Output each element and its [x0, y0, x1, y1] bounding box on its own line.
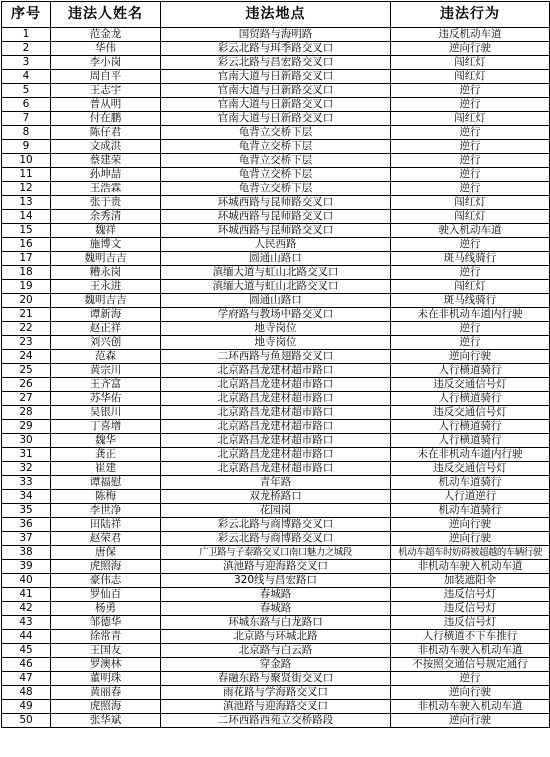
cell-violator-name: 赵正祥	[51, 322, 161, 336]
cell-violator-name: 魏华	[51, 434, 161, 448]
cell-violation-location: 二环西路与鱼翅路交叉口	[161, 350, 391, 364]
cell-violation-behavior: 逆行	[391, 154, 550, 168]
cell-violation-location: 320线与昌宏路口	[161, 574, 391, 588]
cell-serial-number: 37	[2, 532, 51, 546]
cell-violation-location: 官南大道与日新路交叉口	[161, 112, 391, 126]
cell-serial-number: 15	[2, 224, 51, 238]
cell-violator-name: 华伟	[51, 42, 161, 56]
cell-serial-number: 44	[2, 630, 51, 644]
cell-serial-number: 30	[2, 434, 51, 448]
cell-violator-name: 王齐富	[51, 378, 161, 392]
cell-serial-number: 7	[2, 112, 51, 126]
cell-violation-location: 龟背立交桥下层	[161, 140, 391, 154]
cell-violator-name: 罗澳林	[51, 658, 161, 672]
cell-violation-location: 北京路与白云路	[161, 644, 391, 658]
cell-violator-name: 糟永岗	[51, 266, 161, 280]
cell-violator-name: 豪伟志	[51, 574, 161, 588]
cell-violator-name: 范森	[51, 350, 161, 364]
table-row	[2, 434, 550, 448]
cell-serial-number: 8	[2, 126, 51, 140]
cell-violator-name: 刘兴创	[51, 336, 161, 350]
cell-violation-behavior: 人行道逆行	[391, 490, 550, 504]
cell-violation-behavior: 逆向行驶	[391, 518, 550, 532]
cell-violation-location: 二环西路西苑立交桥路段	[161, 714, 391, 728]
cell-violation-location: 龟背立交桥下层	[161, 126, 391, 140]
cell-violator-name: 周自平	[51, 70, 161, 84]
table-row	[2, 714, 550, 728]
cell-violation-location: 人民西路	[161, 238, 391, 252]
cell-violator-name: 李世净	[51, 504, 161, 518]
table-row	[2, 420, 550, 434]
cell-serial-number: 17	[2, 252, 51, 266]
table-row	[2, 322, 550, 336]
table-row	[2, 210, 550, 224]
cell-violation-location: 青年路	[161, 476, 391, 490]
cell-violation-behavior: 闯红灯	[391, 56, 550, 70]
cell-serial-number: 35	[2, 504, 51, 518]
cell-violation-behavior: 逆行	[391, 84, 550, 98]
table-row	[2, 308, 550, 322]
cell-violation-location: 北京路昌龙建材超市路口	[161, 406, 391, 420]
cell-serial-number: 32	[2, 462, 51, 476]
cell-violator-name: 谭福慰	[51, 476, 161, 490]
table-row	[2, 294, 550, 308]
cell-violator-name: 陈仔君	[51, 126, 161, 140]
cell-violation-location: 彩云北路与商博路交叉口	[161, 518, 391, 532]
cell-serial-number: 34	[2, 490, 51, 504]
cell-serial-number: 5	[2, 84, 51, 98]
cell-violation-behavior: 斑马线骑行	[391, 252, 550, 266]
cell-serial-number: 36	[2, 518, 51, 532]
table-header-row	[2, 2, 550, 28]
cell-violation-location: 学府路与教场中路交叉口	[161, 308, 391, 322]
table-row	[2, 448, 550, 462]
cell-violation-behavior: 逆行	[391, 98, 550, 112]
cell-violation-location: 地寺岗位	[161, 322, 391, 336]
cell-violation-location: 春城路	[161, 588, 391, 602]
cell-violation-location: 环城西路与昆师路交叉口	[161, 224, 391, 238]
cell-violation-behavior: 人行横道骑行	[391, 364, 550, 378]
cell-violation-behavior: 人行横道不下车推行	[391, 630, 550, 644]
table-row	[2, 336, 550, 350]
cell-serial-number: 40	[2, 574, 51, 588]
cell-violation-behavior: 逆向行驶	[391, 42, 550, 56]
cell-violation-behavior: 逆行	[391, 126, 550, 140]
cell-violator-name: 虎照海	[51, 560, 161, 574]
cell-violation-behavior: 违反信号灯	[391, 616, 550, 630]
cell-violation-location: 彩云北路与昌宏路交叉口	[161, 56, 391, 70]
table-row	[2, 518, 550, 532]
cell-violation-behavior: 机动车道骑行	[391, 476, 550, 490]
table-row	[2, 28, 550, 42]
cell-serial-number: 38	[2, 546, 51, 560]
table-row	[2, 462, 550, 476]
cell-violation-location: 广卫路与子泰路交叉口南口魅力之城段	[161, 546, 391, 560]
cell-violator-name: 唐保	[51, 546, 161, 560]
cell-serial-number: 20	[2, 294, 51, 308]
cell-violation-behavior: 逆行	[391, 182, 550, 196]
cell-violator-name: 魏明吉吉	[51, 252, 161, 266]
cell-violation-behavior: 人行横道骑行	[391, 434, 550, 448]
cell-violation-behavior: 违反机动车道	[391, 28, 550, 42]
table-row	[2, 280, 550, 294]
table-row	[2, 168, 550, 182]
cell-violation-behavior: 机动车超车时妨碍被超越的车辆行驶	[391, 546, 550, 560]
table-row	[2, 686, 550, 700]
cell-violator-name: 余秀清	[51, 210, 161, 224]
cell-violator-name: 陈梅	[51, 490, 161, 504]
cell-violation-behavior: 违反信号灯	[391, 588, 550, 602]
table-row	[2, 644, 550, 658]
cell-serial-number: 26	[2, 378, 51, 392]
cell-serial-number: 33	[2, 476, 51, 490]
cell-serial-number: 19	[2, 280, 51, 294]
cell-violation-behavior: 机动车道骑行	[391, 504, 550, 518]
cell-violation-behavior: 非机动车驶入机动车道	[391, 700, 550, 714]
cell-violator-name: 普从明	[51, 98, 161, 112]
cell-violation-location: 北京路昌龙建材超市路口	[161, 392, 391, 406]
cell-serial-number: 1	[2, 28, 51, 42]
cell-violation-location: 官南大道与日新路交叉口	[161, 98, 391, 112]
table-row	[2, 196, 550, 210]
cell-violation-behavior: 逆向行驶	[391, 532, 550, 546]
cell-violation-behavior: 闯红灯	[391, 70, 550, 84]
cell-violation-behavior: 闯红灯	[391, 280, 550, 294]
cell-violation-location: 春融东路与聚贤街交叉口	[161, 672, 391, 686]
cell-serial-number: 23	[2, 336, 51, 350]
cell-violation-behavior: 违反交通信号灯	[391, 406, 550, 420]
cell-serial-number: 42	[2, 602, 51, 616]
table-row	[2, 182, 550, 196]
cell-violation-location: 雨花路与学海路交叉口	[161, 686, 391, 700]
header-violation-location: 违法地点	[161, 2, 391, 28]
table-row	[2, 70, 550, 84]
cell-violation-behavior: 逆行	[391, 140, 550, 154]
table-row	[2, 602, 550, 616]
cell-violation-behavior: 逆向行驶	[391, 686, 550, 700]
cell-violator-name: 张于贵	[51, 196, 161, 210]
cell-violation-location: 双龙桥路口	[161, 490, 391, 504]
table-row	[2, 238, 550, 252]
cell-violation-location: 圆通山路口	[161, 252, 391, 266]
table-row	[2, 546, 550, 560]
cell-violation-location: 地寺岗位	[161, 336, 391, 350]
cell-violation-behavior: 斑马线骑行	[391, 294, 550, 308]
table-row	[2, 378, 550, 392]
table-row	[2, 154, 550, 168]
table-row	[2, 84, 550, 98]
cell-violator-name: 孙坤喆	[51, 168, 161, 182]
cell-violation-behavior: 逆向行驶	[391, 714, 550, 728]
cell-serial-number: 46	[2, 658, 51, 672]
cell-violation-behavior: 非机动车驶入机动车道	[391, 560, 550, 574]
cell-violator-name: 范金龙	[51, 28, 161, 42]
cell-violation-location: 穿金路	[161, 658, 391, 672]
cell-serial-number: 3	[2, 56, 51, 70]
cell-violation-location: 环城西路与昆师路交叉口	[161, 210, 391, 224]
cell-serial-number: 9	[2, 140, 51, 154]
cell-serial-number: 10	[2, 154, 51, 168]
cell-violation-behavior: 人行横道骑行	[391, 420, 550, 434]
header-violator-name: 违法人姓名	[51, 2, 161, 28]
table-row	[2, 700, 550, 714]
cell-violation-behavior: 驶入机动车道	[391, 224, 550, 238]
cell-violation-location: 北京路昌龙建材超市路口	[161, 364, 391, 378]
cell-violator-name: 田陆祥	[51, 518, 161, 532]
cell-violation-behavior: 未在非机动车道内行驶	[391, 308, 550, 322]
cell-violation-location: 国贸路与海明路	[161, 28, 391, 42]
cell-serial-number: 16	[2, 238, 51, 252]
table-row	[2, 672, 550, 686]
cell-serial-number: 39	[2, 560, 51, 574]
cell-violation-behavior: 逆行	[391, 266, 550, 280]
cell-serial-number: 14	[2, 210, 51, 224]
cell-violator-name: 谭新海	[51, 308, 161, 322]
table-row	[2, 392, 550, 406]
cell-violator-name: 苏华佑	[51, 392, 161, 406]
cell-violation-behavior: 逆行	[391, 238, 550, 252]
cell-violation-location: 官南大道与日新路交叉口	[161, 84, 391, 98]
table-row	[2, 224, 550, 238]
table-row	[2, 350, 550, 364]
table-row	[2, 98, 550, 112]
cell-violator-name: 蔡建荣	[51, 154, 161, 168]
cell-violation-location: 北京路昌龙建材超市路口	[161, 462, 391, 476]
cell-violation-location: 彩云北路与商博路交叉口	[161, 532, 391, 546]
table-row	[2, 266, 550, 280]
cell-violation-location: 春城路	[161, 602, 391, 616]
cell-violation-behavior: 加装遮阳伞	[391, 574, 550, 588]
violations-table	[1, 1, 550, 728]
cell-violation-location: 北京路昌龙建材超市路口	[161, 448, 391, 462]
cell-violation-location: 花园岗	[161, 504, 391, 518]
cell-violator-name: 王浩霖	[51, 182, 161, 196]
cell-violation-behavior: 逆行	[391, 336, 550, 350]
table-row	[2, 364, 550, 378]
cell-violator-name: 王国友	[51, 644, 161, 658]
cell-serial-number: 50	[2, 714, 51, 728]
cell-violation-location: 彩云北路与珥季路交叉口	[161, 42, 391, 56]
cell-violation-behavior: 违反交通信号灯	[391, 378, 550, 392]
table-row	[2, 630, 550, 644]
cell-violation-behavior: 逆行	[391, 168, 550, 182]
table-row	[2, 504, 550, 518]
cell-serial-number: 18	[2, 266, 51, 280]
table-row	[2, 406, 550, 420]
table-row	[2, 112, 550, 126]
cell-violation-location: 北京路昌龙建材超市路口	[161, 378, 391, 392]
cell-violator-name: 罗仙百	[51, 588, 161, 602]
cell-violator-name: 付在鹏	[51, 112, 161, 126]
cell-violator-name: 龚正	[51, 448, 161, 462]
cell-serial-number: 45	[2, 644, 51, 658]
cell-violator-name: 黄丽春	[51, 686, 161, 700]
cell-violation-location: 环城东路与白龙路口	[161, 616, 391, 630]
header-serial-number: 序号	[2, 2, 51, 28]
cell-violation-behavior: 违反交通信号灯	[391, 462, 550, 476]
cell-violator-name: 赵荣君	[51, 532, 161, 546]
cell-serial-number: 11	[2, 168, 51, 182]
cell-serial-number: 29	[2, 420, 51, 434]
cell-serial-number: 13	[2, 196, 51, 210]
cell-violation-location: 圆通山路口	[161, 294, 391, 308]
cell-violation-behavior: 未在非机动车道内行驶	[391, 448, 550, 462]
cell-serial-number: 49	[2, 700, 51, 714]
table-row	[2, 658, 550, 672]
cell-serial-number: 27	[2, 392, 51, 406]
cell-serial-number: 21	[2, 308, 51, 322]
table-row	[2, 616, 550, 630]
cell-violation-behavior: 逆向行驶	[391, 350, 550, 364]
cell-violator-name: 王志宇	[51, 84, 161, 98]
cell-serial-number: 24	[2, 350, 51, 364]
cell-violator-name: 魏祥	[51, 224, 161, 238]
table-row	[2, 560, 550, 574]
cell-violation-behavior: 逆行	[391, 672, 550, 686]
cell-violator-name: 徐常青	[51, 630, 161, 644]
cell-violation-behavior: 不按照交通信号规定通行	[391, 658, 550, 672]
cell-violation-behavior: 非机动车驶入机动车道	[391, 644, 550, 658]
cell-violator-name: 崔建	[51, 462, 161, 476]
cell-violator-name: 董明珠	[51, 672, 161, 686]
cell-violation-location: 北京路与环城北路	[161, 630, 391, 644]
table-row	[2, 574, 550, 588]
cell-serial-number: 41	[2, 588, 51, 602]
cell-violation-behavior: 人行横道骑行	[391, 392, 550, 406]
cell-serial-number: 2	[2, 42, 51, 56]
cell-violator-name: 文成洪	[51, 140, 161, 154]
cell-serial-number: 48	[2, 686, 51, 700]
cell-violator-name: 施博文	[51, 238, 161, 252]
cell-serial-number: 4	[2, 70, 51, 84]
cell-violator-name: 魏明吉吉	[51, 294, 161, 308]
cell-violation-location: 环城西路与昆师路交叉口	[161, 196, 391, 210]
cell-violator-name: 李小岗	[51, 56, 161, 70]
cell-violator-name: 邹德华	[51, 616, 161, 630]
cell-violator-name: 虎照海	[51, 700, 161, 714]
cell-violator-name: 黄宗川	[51, 364, 161, 378]
cell-violation-behavior: 闯红灯	[391, 210, 550, 224]
cell-violator-name: 张华斌	[51, 714, 161, 728]
header-violation-behavior: 违法行为	[391, 2, 550, 28]
table-row	[2, 126, 550, 140]
table-row	[2, 532, 550, 546]
cell-violation-location: 滇池路与迎海路交叉口	[161, 700, 391, 714]
cell-violation-location: 滇池路与迎海路交叉口	[161, 560, 391, 574]
cell-violation-behavior: 闯红灯	[391, 196, 550, 210]
cell-violator-name: 丁喜增	[51, 420, 161, 434]
cell-violation-location: 龟背立交桥下层	[161, 168, 391, 182]
cell-violation-location: 龟背立交桥下层	[161, 154, 391, 168]
cell-violation-behavior: 逆行	[391, 322, 550, 336]
table-row	[2, 490, 550, 504]
cell-serial-number: 6	[2, 98, 51, 112]
table-row	[2, 42, 550, 56]
violations-sheet	[1, 1, 549, 728]
table-row	[2, 56, 550, 70]
cell-serial-number: 47	[2, 672, 51, 686]
cell-serial-number: 22	[2, 322, 51, 336]
cell-violation-location: 滇缅大道与虹山北路交叉口	[161, 280, 391, 294]
table-row	[2, 140, 550, 154]
cell-serial-number: 43	[2, 616, 51, 630]
cell-serial-number: 28	[2, 406, 51, 420]
table-row	[2, 252, 550, 266]
cell-serial-number: 12	[2, 182, 51, 196]
cell-violation-behavior: 违反信号灯	[391, 602, 550, 616]
cell-violation-location: 龟背立交桥下层	[161, 182, 391, 196]
cell-serial-number: 25	[2, 364, 51, 378]
table-row	[2, 476, 550, 490]
cell-violation-behavior: 闯红灯	[391, 112, 550, 126]
table-body	[2, 28, 550, 728]
cell-serial-number: 31	[2, 448, 51, 462]
cell-violator-name: 王永进	[51, 280, 161, 294]
cell-violation-location: 北京路昌龙建材超市路口	[161, 434, 391, 448]
cell-violation-location: 滇缅大道与虹山北路交叉口	[161, 266, 391, 280]
table-row	[2, 588, 550, 602]
cell-violator-name: 杨勇	[51, 602, 161, 616]
cell-violation-location: 北京路昌龙建材超市路口	[161, 420, 391, 434]
cell-violator-name: 吴银川	[51, 406, 161, 420]
cell-violation-location: 官南大道与日新路交叉口	[161, 70, 391, 84]
